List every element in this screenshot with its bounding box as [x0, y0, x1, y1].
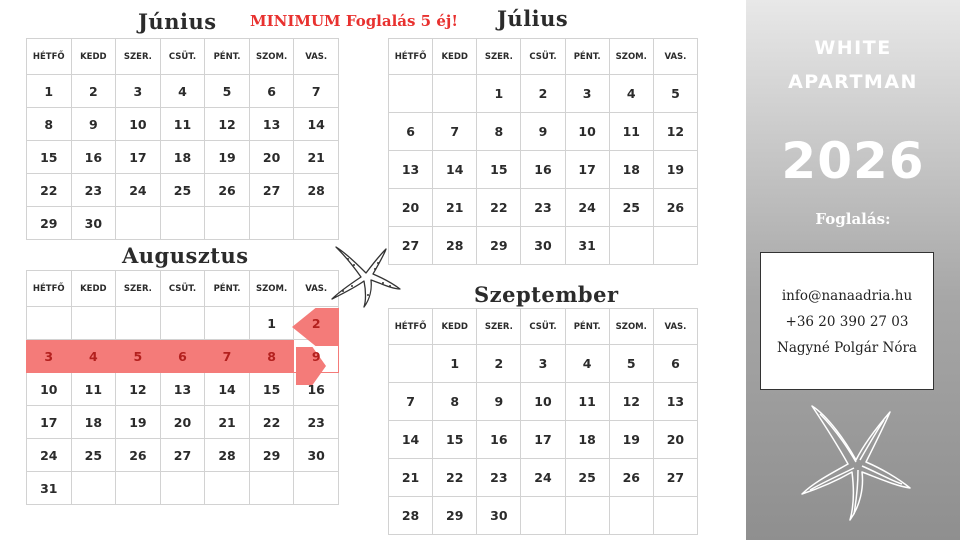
minimum-stay-notice: MINIMUM Foglalás 5 éj!: [250, 12, 458, 30]
day-cell: 27: [160, 439, 205, 472]
day-cell: 24: [521, 459, 565, 497]
day-cell: 3: [116, 75, 161, 108]
day-cell: 12: [609, 383, 653, 421]
day-cell: 4: [160, 75, 205, 108]
day-cell: 15: [27, 141, 72, 174]
weekday-wed: SZER.: [477, 309, 521, 345]
day-cell: 6: [160, 340, 205, 373]
day-cell: 2: [294, 307, 339, 340]
day-cell: 3: [27, 340, 72, 373]
empty-cell: [609, 227, 653, 265]
week-row: [27, 108, 339, 141]
day-cell: 31: [27, 472, 72, 505]
day-cell: 14: [389, 421, 433, 459]
weekday-header-row: [389, 39, 698, 75]
day-cell: 11: [71, 373, 116, 406]
day-cell: 10: [27, 373, 72, 406]
day-cell: 22: [27, 174, 72, 207]
day-cell: 24: [116, 174, 161, 207]
booking-label: Foglalás:: [815, 210, 891, 228]
weekday-mon: HÉTFŐ: [389, 39, 433, 75]
day-cell: 9: [477, 383, 521, 421]
day-cell: 23: [477, 459, 521, 497]
day-cell: 5: [116, 340, 161, 373]
empty-cell: [205, 207, 250, 240]
week-row: [389, 459, 698, 497]
weekday-thu: CSÜT.: [521, 39, 565, 75]
july-title: Július: [497, 6, 569, 31]
august-title: Augusztus: [122, 243, 249, 268]
day-cell: 29: [249, 439, 294, 472]
day-cell: 13: [653, 383, 697, 421]
day-cell: 17: [27, 406, 72, 439]
contact-phone: +36 20 390 27 03: [785, 314, 909, 330]
day-cell: 20: [653, 421, 697, 459]
weekday-wed: SZER.: [116, 39, 161, 75]
weekday-wed: SZER.: [477, 39, 521, 75]
day-cell: 2: [477, 345, 521, 383]
day-cell: 1: [249, 307, 294, 340]
day-cell: 3: [565, 75, 609, 113]
day-cell: 29: [477, 227, 521, 265]
day-cell: 9: [71, 108, 116, 141]
day-cell: 21: [294, 141, 339, 174]
empty-cell: [160, 472, 205, 505]
day-cell: 19: [116, 406, 161, 439]
week-row: [27, 75, 339, 108]
day-cell: 29: [27, 207, 72, 240]
empty-cell: [653, 497, 697, 535]
week-row: [389, 113, 698, 151]
weekday-wed: SZER.: [116, 271, 161, 307]
day-cell: 28: [205, 439, 250, 472]
day-cell: 2: [521, 75, 565, 113]
weekday-fri: PÉNT.: [205, 271, 250, 307]
day-cell: 25: [160, 174, 205, 207]
week-row: [27, 472, 339, 505]
day-cell: 4: [71, 340, 116, 373]
day-cell: 11: [565, 383, 609, 421]
contact-name: Nagyné Polgár Nóra: [777, 340, 917, 356]
day-cell: 8: [249, 340, 294, 373]
weekday-mon: HÉTFŐ: [27, 39, 72, 75]
week-row: [27, 406, 339, 439]
day-cell: 20: [249, 141, 294, 174]
weekday-header-row: [389, 309, 698, 345]
weekday-thu: CSÜT.: [521, 309, 565, 345]
day-cell: 11: [160, 108, 205, 141]
weekday-fri: PÉNT.: [565, 39, 609, 75]
weekday-thu: CSÜT.: [160, 39, 205, 75]
empty-cell: [389, 75, 433, 113]
day-cell: 21: [205, 406, 250, 439]
day-cell: 15: [249, 373, 294, 406]
day-cell: 12: [653, 113, 697, 151]
day-cell: 13: [389, 151, 433, 189]
weekday-tue: KEDD: [433, 309, 477, 345]
day-cell: 22: [433, 459, 477, 497]
empty-cell: [116, 472, 161, 505]
week-row: [389, 227, 698, 265]
empty-cell: [294, 207, 339, 240]
day-cell: 19: [653, 151, 697, 189]
day-cell: 1: [477, 75, 521, 113]
empty-cell: [249, 207, 294, 240]
contact-email: info@nanaadria.hu: [781, 288, 913, 304]
weekday-fri: PÉNT.: [205, 39, 250, 75]
day-cell: 16: [71, 141, 116, 174]
june-title: Június: [138, 9, 217, 34]
week-row: [27, 207, 339, 240]
day-cell: 27: [389, 227, 433, 265]
empty-cell: [160, 207, 205, 240]
starfish-icon: [328, 243, 404, 309]
week-row: [389, 189, 698, 227]
day-cell: 19: [205, 141, 250, 174]
weekday-sun: VAS.: [653, 309, 697, 345]
week-row: [27, 439, 339, 472]
day-cell: 27: [653, 459, 697, 497]
weekday-header-row: [27, 39, 339, 75]
sidebar: [746, 0, 960, 540]
day-cell: 17: [521, 421, 565, 459]
day-cell: 9: [294, 340, 339, 373]
day-cell: 13: [160, 373, 205, 406]
empty-cell: [565, 497, 609, 535]
day-cell: 12: [116, 373, 161, 406]
week-row: [389, 345, 698, 383]
day-cell: 8: [477, 113, 521, 151]
day-cell: 15: [433, 421, 477, 459]
day-cell: 18: [71, 406, 116, 439]
day-cell: 10: [565, 113, 609, 151]
brand-line1: WHITE: [814, 37, 892, 59]
week-row: [27, 307, 339, 340]
september-title: Szeptember: [474, 282, 619, 307]
day-cell: 30: [71, 207, 116, 240]
day-cell: 16: [477, 421, 521, 459]
week-row: [389, 421, 698, 459]
weekday-mon: HÉTFŐ: [27, 271, 72, 307]
day-cell: 30: [294, 439, 339, 472]
day-cell: 25: [609, 189, 653, 227]
day-cell: 30: [477, 497, 521, 535]
day-cell: 26: [116, 439, 161, 472]
weekday-mon: HÉTFŐ: [389, 309, 433, 345]
day-cell: 8: [433, 383, 477, 421]
empty-cell: [389, 345, 433, 383]
empty-cell: [249, 472, 294, 505]
weekday-tue: KEDD: [433, 39, 477, 75]
day-cell: 16: [521, 151, 565, 189]
day-cell: 6: [249, 75, 294, 108]
day-cell: 7: [389, 383, 433, 421]
weekday-sun: VAS.: [294, 39, 339, 75]
day-cell: 17: [116, 141, 161, 174]
day-cell: 8: [27, 108, 72, 141]
empty-cell: [27, 307, 72, 340]
day-cell: 18: [565, 421, 609, 459]
weekday-sat: SZOM.: [609, 309, 653, 345]
empty-cell: [116, 207, 161, 240]
empty-cell: [609, 497, 653, 535]
empty-cell: [116, 307, 161, 340]
day-cell: 9: [521, 113, 565, 151]
day-cell: 18: [609, 151, 653, 189]
day-cell: 25: [71, 439, 116, 472]
day-cell: 16: [294, 373, 339, 406]
weekday-sat: SZOM.: [249, 39, 294, 75]
day-cell: 28: [294, 174, 339, 207]
weekday-thu: CSÜT.: [160, 271, 205, 307]
week-row: [389, 383, 698, 421]
empty-cell: [433, 75, 477, 113]
empty-cell: [521, 497, 565, 535]
weekday-sat: SZOM.: [249, 271, 294, 307]
empty-cell: [71, 307, 116, 340]
empty-cell: [205, 307, 250, 340]
august-calendar: [26, 270, 339, 505]
weekday-fri: PÉNT.: [565, 309, 609, 345]
day-cell: 5: [653, 75, 697, 113]
july-calendar: [388, 38, 698, 265]
weekday-sat: SZOM.: [609, 39, 653, 75]
empty-cell: [71, 472, 116, 505]
day-cell: 1: [433, 345, 477, 383]
week-row: [27, 174, 339, 207]
brand-line2: APARTMAN: [788, 71, 918, 93]
week-row: [27, 340, 339, 373]
day-cell: 26: [205, 174, 250, 207]
day-cell: 31: [565, 227, 609, 265]
empty-cell: [160, 307, 205, 340]
weekday-tue: KEDD: [71, 271, 116, 307]
day-cell: 24: [27, 439, 72, 472]
day-cell: 6: [653, 345, 697, 383]
day-cell: 2: [71, 75, 116, 108]
day-cell: 22: [249, 406, 294, 439]
day-cell: 7: [294, 75, 339, 108]
day-cell: 26: [653, 189, 697, 227]
weekday-sun: VAS.: [294, 271, 339, 307]
day-cell: 23: [294, 406, 339, 439]
day-cell: 22: [477, 189, 521, 227]
contact-box: [760, 252, 934, 390]
day-cell: 30: [521, 227, 565, 265]
week-row: [389, 75, 698, 113]
empty-cell: [205, 472, 250, 505]
june-calendar: [26, 38, 339, 240]
september-calendar: [388, 308, 698, 535]
day-cell: 29: [433, 497, 477, 535]
day-cell: 21: [433, 189, 477, 227]
week-row: [389, 151, 698, 189]
day-cell: 12: [205, 108, 250, 141]
day-cell: 7: [433, 113, 477, 151]
day-cell: 10: [521, 383, 565, 421]
day-cell: 25: [565, 459, 609, 497]
day-cell: 5: [205, 75, 250, 108]
week-row: [27, 373, 339, 406]
day-cell: 7: [205, 340, 250, 373]
day-cell: 21: [389, 459, 433, 497]
day-cell: 19: [609, 421, 653, 459]
day-cell: 1: [27, 75, 72, 108]
day-cell: 4: [565, 345, 609, 383]
day-cell: 27: [249, 174, 294, 207]
day-cell: 14: [433, 151, 477, 189]
day-cell: 24: [565, 189, 609, 227]
day-cell: 4: [609, 75, 653, 113]
day-cell: 20: [389, 189, 433, 227]
day-cell: 10: [116, 108, 161, 141]
day-cell: 14: [294, 108, 339, 141]
weekday-sun: VAS.: [653, 39, 697, 75]
day-cell: 23: [71, 174, 116, 207]
day-cell: 20: [160, 406, 205, 439]
empty-cell: [653, 227, 697, 265]
weekday-tue: KEDD: [71, 39, 116, 75]
day-cell: 28: [433, 227, 477, 265]
day-cell: 11: [609, 113, 653, 151]
day-cell: 5: [609, 345, 653, 383]
day-cell: 3: [521, 345, 565, 383]
year: 2026: [781, 132, 925, 190]
empty-cell: [294, 472, 339, 505]
day-cell: 28: [389, 497, 433, 535]
day-cell: 18: [160, 141, 205, 174]
week-row: [389, 497, 698, 535]
starfish-icon: [798, 402, 914, 524]
day-cell: 14: [205, 373, 250, 406]
day-cell: 13: [249, 108, 294, 141]
weekday-header-row: [27, 271, 339, 307]
day-cell: 15: [477, 151, 521, 189]
day-cell: 26: [609, 459, 653, 497]
day-cell: 6: [389, 113, 433, 151]
day-cell: 17: [565, 151, 609, 189]
day-cell: 23: [521, 189, 565, 227]
week-row: [27, 141, 339, 174]
